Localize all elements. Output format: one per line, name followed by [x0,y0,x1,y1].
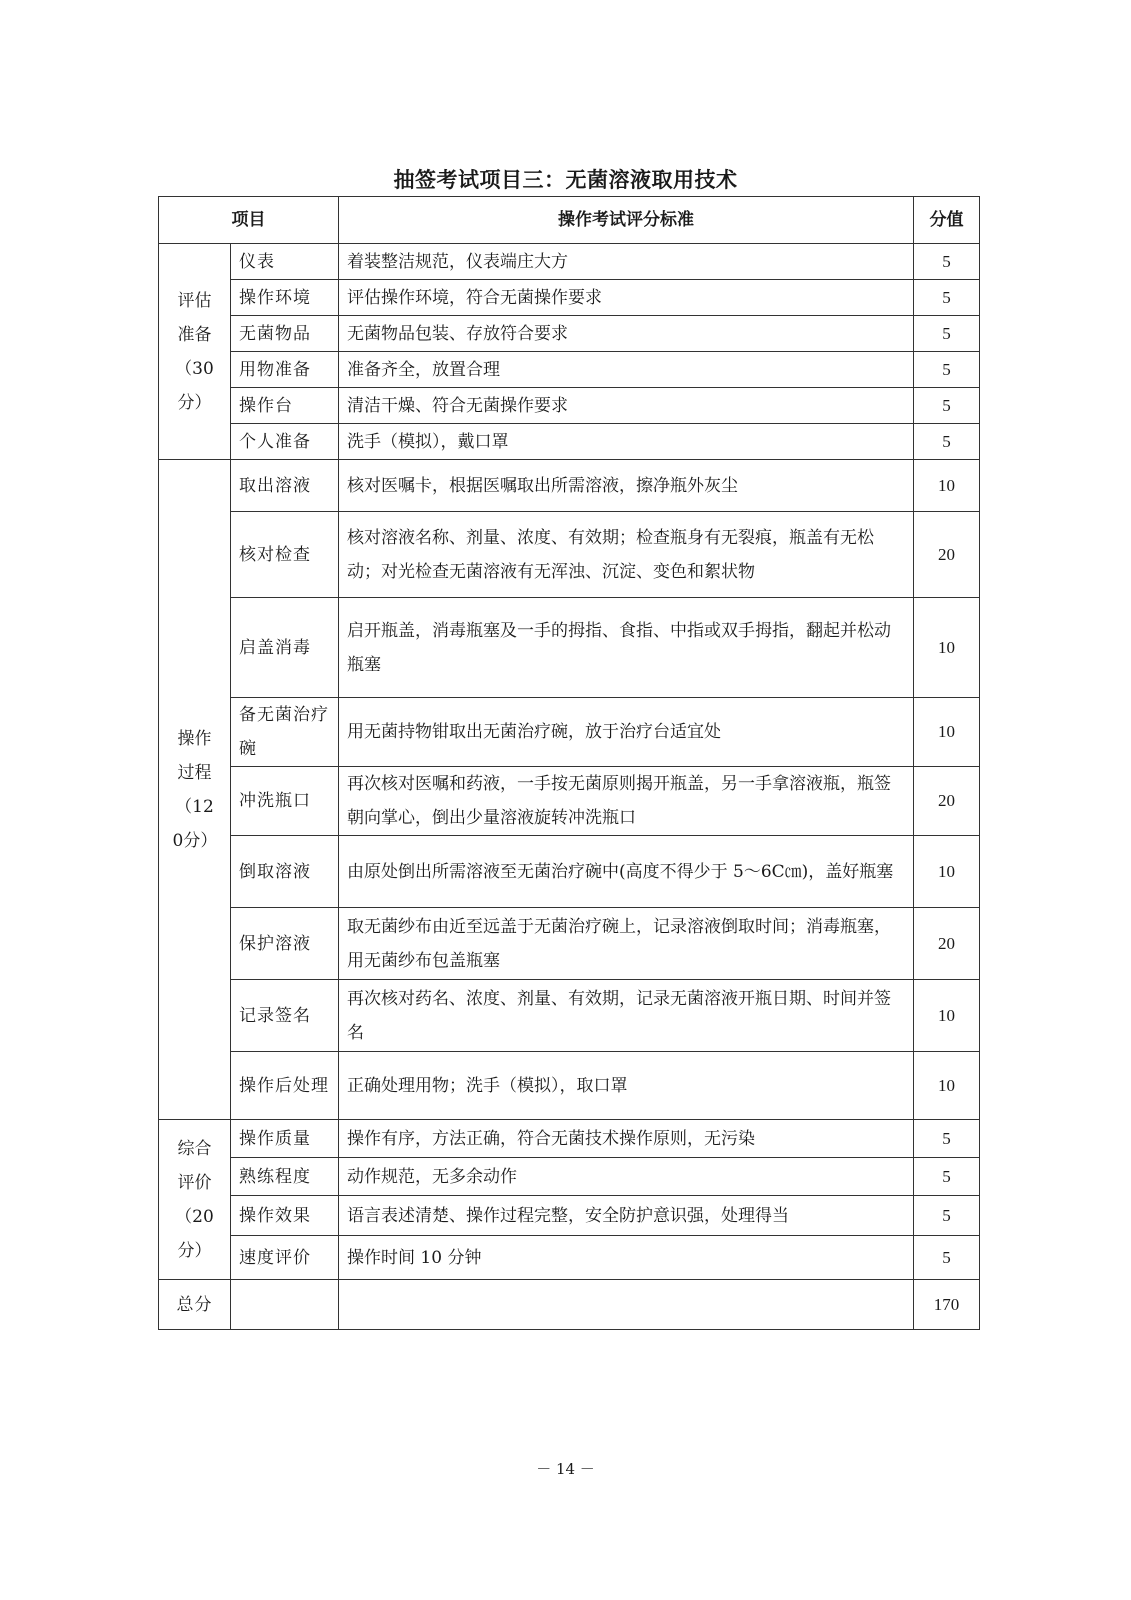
table-row [159,1120,980,1158]
item-criteria: 着装整洁规范，仪表端庄大方 [339,244,914,280]
item-score: 5 [914,388,980,424]
item-criteria: 用无菌持物钳取出无菌治疗碗，放于治疗台适宜处 [339,698,914,767]
item-score: 20 [914,512,980,598]
item-name: 倒取溶液 [231,836,339,908]
total-empty-cell [231,1280,339,1330]
table-row [159,460,980,512]
item-score: 5 [914,244,980,280]
item-name: 仪表 [231,244,339,280]
item-score: 5 [914,1196,980,1236]
item-score: 20 [914,767,980,836]
item-name: 记录签名 [231,980,339,1052]
table-row [159,836,980,908]
table-row [159,598,980,698]
total-label: 总分 [159,1280,231,1330]
item-criteria: 无菌物品包装、存放符合要求 [339,316,914,352]
item-score: 5 [914,1120,980,1158]
item-criteria: 洗手（模拟），戴口罩 [339,424,914,460]
table-row [159,280,980,316]
header-criteria: 操作考试评分标准 [339,197,914,244]
item-name: 启盖消毒 [231,598,339,698]
item-score: 10 [914,1052,980,1120]
header-score: 分值 [914,197,980,244]
scoring-table [158,196,980,1330]
item-score: 5 [914,352,980,388]
item-score: 10 [914,698,980,767]
item-criteria: 由原处倒出所需溶液至无菌治疗碗中(高度不得少于 5～6C㎝)，盖好瓶塞 [339,836,914,908]
item-name: 个人准备 [231,424,339,460]
item-score: 10 [914,980,980,1052]
item-name: 冲洗瓶口 [231,767,339,836]
item-name: 备无菌治疗碗 [231,698,339,767]
table-row [159,980,980,1052]
item-score: 5 [914,316,980,352]
item-criteria: 核对溶液名称、剂量、浓度、有效期；检查瓶身有无裂痕，瓶盖有无松动；对光检查无菌溶液有无浑浊、沉淀、变色和絮状物 [339,512,914,598]
item-criteria: 语言表述清楚、操作过程完整，安全防护意识强，处理得当 [339,1196,914,1236]
item-name: 保护溶液 [231,908,339,980]
item-name: 操作台 [231,388,339,424]
item-name: 操作效果 [231,1196,339,1236]
item-criteria: 正确处理用物；洗手（模拟），取口罩 [339,1052,914,1120]
item-score: 20 [914,908,980,980]
item-name: 速度评价 [231,1236,339,1280]
total-empty-cell [339,1280,914,1330]
page-title: 抽签考试项目三：无菌溶液取用技术 [393,167,738,192]
table-row [159,1236,980,1280]
item-criteria: 准备齐全，放置合理 [339,352,914,388]
item-name: 取出溶液 [231,460,339,512]
item-criteria: 再次核对医嘱和药液，一手按无菌原则揭开瓶盖，另一手拿溶液瓶，瓶签朝向掌心，倒出少量溶液旋转冲洗瓶口 [339,767,914,836]
table-row [159,1196,980,1236]
table-row [159,698,980,767]
item-criteria: 核对医嘱卡，根据医嘱取出所需溶液，擦净瓶外灰尘 [339,460,914,512]
table-row [159,767,980,836]
group-label-procedure: 操作过程（120分） [159,460,231,1120]
table-row [159,388,980,424]
item-name: 熟练程度 [231,1158,339,1196]
item-criteria: 操作时间 10 分钟 [339,1236,914,1280]
item-name: 操作质量 [231,1120,339,1158]
item-score: 5 [914,280,980,316]
table-row [159,1158,980,1196]
item-score: 5 [914,1158,980,1196]
table-row [159,352,980,388]
item-criteria: 评估操作环境，符合无菌操作要求 [339,280,914,316]
table-row [159,244,980,280]
page-number: － 14 － [536,1460,595,1478]
item-score: 10 [914,836,980,908]
item-score: 5 [914,424,980,460]
item-criteria: 启开瓶盖，消毒瓶塞及一手的拇指、食指、中指或双手拇指，翻起并松动瓶塞 [339,598,914,698]
item-name: 核对检查 [231,512,339,598]
item-criteria: 清洁干燥、符合无菌操作要求 [339,388,914,424]
total-row [159,1280,980,1330]
item-score: 10 [914,598,980,698]
table-header-row [159,197,980,244]
table-row [159,316,980,352]
table-row [159,1052,980,1120]
header-item: 项目 [159,197,339,244]
item-name: 用物准备 [231,352,339,388]
table-row [159,908,980,980]
table-row [159,512,980,598]
item-name: 操作环境 [231,280,339,316]
item-criteria: 操作有序，方法正确，符合无菌技术操作原则，无污染 [339,1120,914,1158]
item-criteria: 取无菌纱布由近至远盖于无菌治疗碗上，记录溶液倒取时间；消毒瓶塞，用无菌纱布包盖瓶塞 [339,908,914,980]
item-criteria: 动作规范，无多余动作 [339,1158,914,1196]
item-name: 无菌物品 [231,316,339,352]
total-score: 170 [914,1280,980,1330]
table-row [159,424,980,460]
item-name: 操作后处理 [231,1052,339,1120]
item-criteria: 再次核对药名、浓度、剂量、有效期，记录无菌溶液开瓶日期、时间并签名 [339,980,914,1052]
group-label-overall: 综合评价（20分） [159,1120,231,1280]
item-score: 5 [914,1236,980,1280]
item-score: 10 [914,460,980,512]
group-label-assessment: 评估准备（30分） [159,244,231,460]
